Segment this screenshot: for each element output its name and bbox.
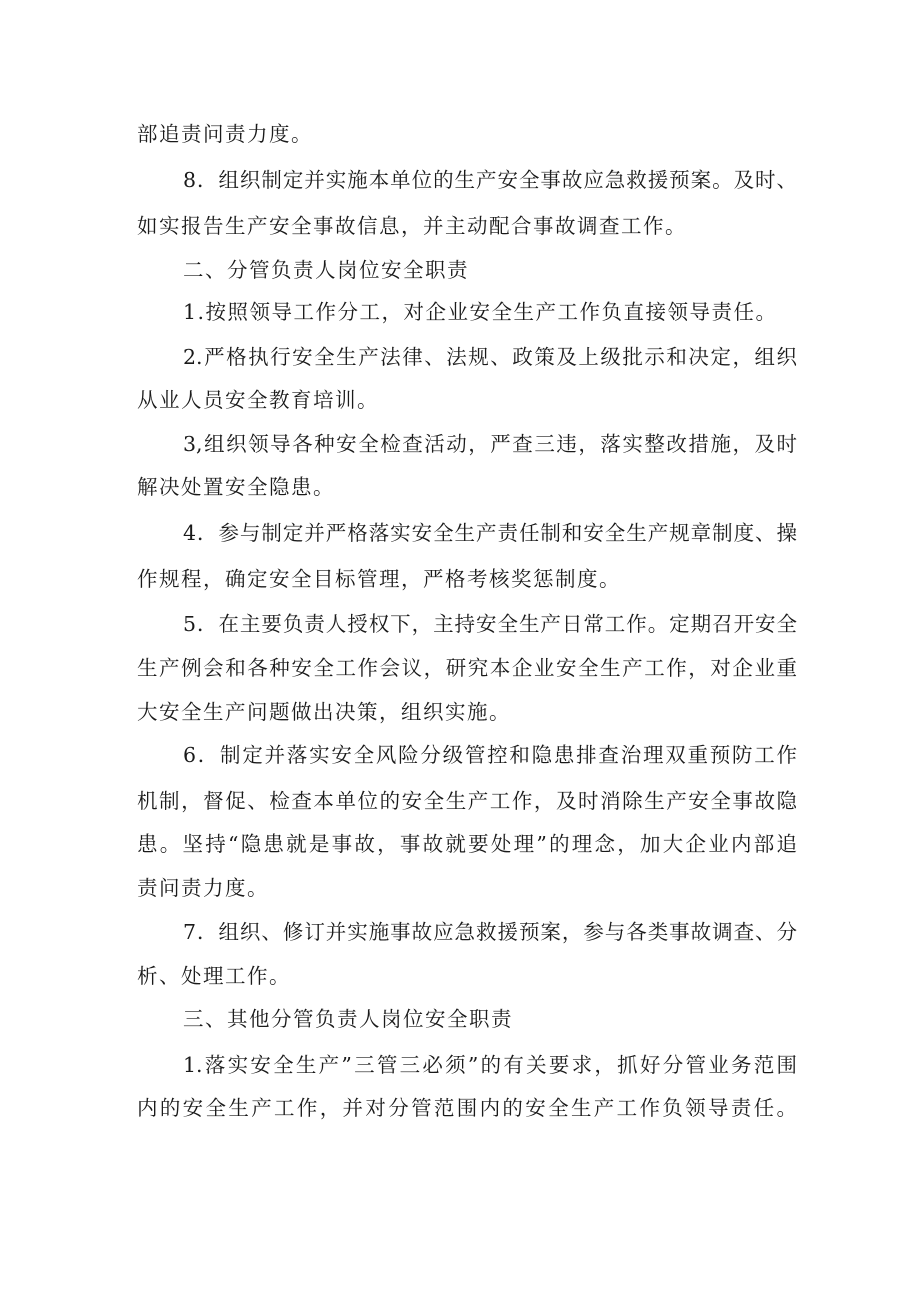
- section-heading: 二、分管负责人岗位安全职责: [183, 258, 469, 282]
- text-line: 8．组织制定并实施本单位的生产安全事故应急救援预案。及时、: [183, 168, 797, 192]
- text-line: 责问责力度。: [137, 876, 269, 900]
- text-line: 从业人员安全教育培训。: [137, 388, 379, 412]
- text-line: 机制，督促、检查本单位的安全生产工作，及时消除生产安全事故隐: [137, 789, 797, 813]
- text-line: 患。坚持“隐患就是事故，事故就要处理”的理念，加大企业内部追: [137, 832, 797, 856]
- text-line: 1.按照领导工作分工，对企业安全生产工作负直接领导责任。: [183, 300, 778, 324]
- text-line: 6．制定并落实安全风险分级管控和隐患排查治理双重预防工作: [183, 743, 797, 767]
- text-line: 解决处置安全隐患。: [137, 475, 335, 499]
- text-line: 生产例会和各种安全工作会议，研究本企业安全生产工作，对企业重: [137, 656, 797, 680]
- text-line: 4．参与制定并严格落实安全生产责任制和安全生产规章制度、操: [183, 521, 797, 545]
- text-line: 3,组织领导各种安全检查活动，严查三违，落实整改措施，及时: [183, 432, 797, 456]
- text-line: 1.落实安全生产”三管三必须”的有关要求，抓好分管业务范围: [183, 1053, 797, 1077]
- text-line: 部追责问责力度。: [137, 122, 313, 146]
- text-line: 7．组织、修订并实施事故应急救援预案，参与各类事故调查、分: [183, 920, 797, 944]
- text-line: 作规程，确定安全目标管理，严格考核奖惩制度。: [137, 567, 621, 591]
- section-heading: 三、其他分管负责人岗位安全职责: [183, 1007, 513, 1031]
- text-line: 内的安全生产工作，并对分管范围内的安全生产工作负领导责任。: [137, 1096, 797, 1120]
- text-line: 析、处理工作。: [137, 964, 291, 988]
- text-line: 大安全生产问题做出决策，组织实施。: [137, 700, 511, 724]
- text-line: 5．在主要负责人授权下，主持安全生产日常工作。定期召开安全: [183, 612, 797, 636]
- text-line: 如实报告生产安全事故信息，并主动配合事故调查工作。: [137, 214, 687, 238]
- text-line: 2.严格执行安全生产法律、法规、政策及上级批示和决定，组织: [183, 345, 797, 369]
